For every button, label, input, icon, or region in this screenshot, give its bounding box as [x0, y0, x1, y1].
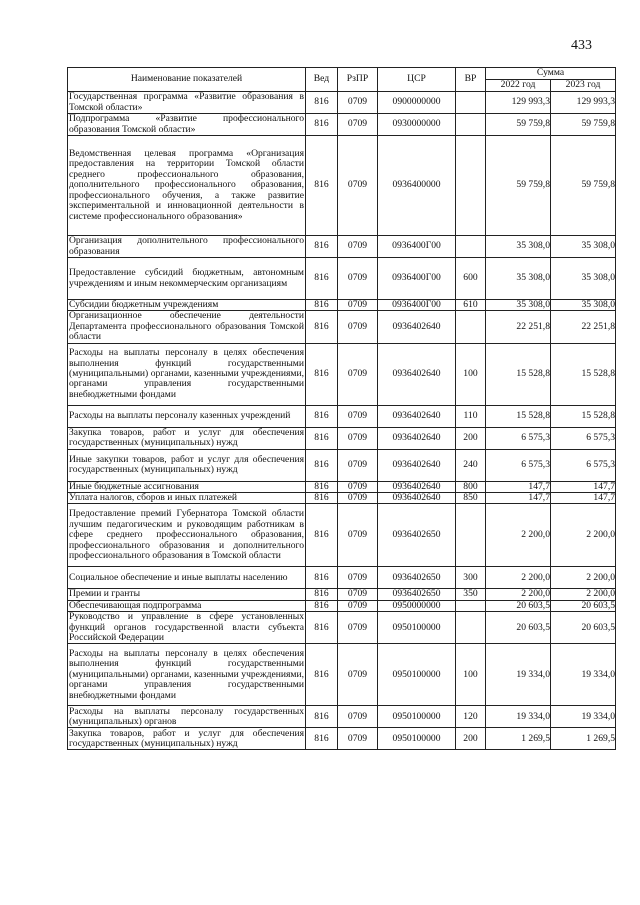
- table-row: [68, 405, 616, 427]
- row-name: Расходы на выплаты персоналу в целях обеспечения выполнения функций государственными (муниципальными) органами, казенными учреждениями, органами управления государственными внебюджетными фондами: [68, 343, 306, 405]
- row-rzpr: 0709: [338, 728, 378, 750]
- row-csr: 0936402650: [378, 504, 456, 567]
- row-value-2023: 59 759,8: [551, 114, 616, 136]
- row-rzpr: 0709: [338, 114, 378, 136]
- row-value-2023: 6 575,3: [551, 449, 616, 481]
- row-ved: 816: [306, 136, 338, 236]
- row-csr: 0936402640: [378, 427, 456, 449]
- row-csr: 0936400000: [378, 136, 456, 236]
- table-row: [68, 236, 616, 258]
- header-2022: 2022 год: [486, 80, 551, 92]
- header-csr: ЦСР: [378, 68, 456, 92]
- row-rzpr: 0709: [338, 405, 378, 427]
- table-row: [68, 136, 616, 236]
- row-rzpr: 0709: [338, 343, 378, 405]
- row-name: Организационное обеспечение деятельности Департамента профессионального образования Томской области: [69, 310, 304, 343]
- table-row: [68, 493, 616, 504]
- row-vr: 100: [456, 644, 486, 706]
- row-value-2023: 1 269,5: [551, 728, 616, 750]
- row-ved: 816: [306, 589, 338, 600]
- row-vr: [456, 114, 486, 136]
- row-rzpr: 0709: [338, 300, 378, 311]
- row-csr: 0936402640: [378, 493, 456, 504]
- row-value-2022: 20 603,5: [486, 612, 551, 644]
- row-ved: 816: [306, 504, 338, 567]
- row-vr: [456, 236, 486, 258]
- row-vr: 240: [456, 449, 486, 481]
- row-name: Закупка товаров, работ и услуг для обеспечения государственных (муниципальных) нужд: [69, 727, 304, 749]
- page-number: 433: [571, 38, 592, 53]
- row-rzpr: 0709: [338, 481, 378, 492]
- table-row: [68, 481, 616, 492]
- row-csr: 0950100000: [378, 706, 456, 728]
- row-rzpr: 0709: [338, 504, 378, 567]
- row-csr: 0936402640: [378, 449, 456, 481]
- row-value-2022: 129 993,3: [486, 92, 551, 114]
- row-value-2022: 6 575,3: [486, 427, 551, 449]
- row-ved: 816: [306, 481, 338, 492]
- row-name: Расходы на выплаты персоналу в целях обеспечения выполнения функций государственными (муниципальными) органами, казенными учреждениями, органами управления государственными внебюджетными фондами: [68, 644, 306, 706]
- row-rzpr: 0709: [338, 311, 378, 343]
- row-ved: 816: [306, 644, 338, 706]
- row-value-2022: 20 603,5: [486, 600, 551, 611]
- row-value-2023: 2 200,0: [551, 567, 616, 589]
- row-value-2022: 15 528,8: [486, 405, 551, 427]
- row-vr: [456, 92, 486, 114]
- table-row: [68, 311, 616, 343]
- row-value-2023: 19 334,0: [551, 706, 616, 728]
- row-rzpr: 0709: [338, 258, 378, 300]
- row-value-2022: 35 308,0: [486, 300, 551, 311]
- table-row: [68, 343, 616, 405]
- table-row: [68, 427, 616, 449]
- row-ved: 816: [306, 728, 338, 750]
- row-ved: 816: [306, 114, 338, 136]
- row-ved: 816: [306, 92, 338, 114]
- row-ved: 816: [306, 300, 338, 311]
- row-vr: 850: [456, 493, 486, 504]
- row-value-2023: 147,7: [551, 493, 616, 504]
- row-rzpr: 0709: [338, 92, 378, 114]
- row-rzpr: 0709: [338, 493, 378, 504]
- row-rzpr: 0709: [338, 236, 378, 258]
- row-vr: [456, 600, 486, 611]
- row-csr: 0950100000: [378, 728, 456, 750]
- row-ved: 816: [306, 405, 338, 427]
- row-value-2023: 20 603,5: [551, 600, 616, 611]
- row-name: Уплата налогов, сборов и иных платежей: [68, 493, 306, 504]
- row-value-2022: 2 200,0: [486, 567, 551, 589]
- header-2023: 2023 год: [551, 80, 616, 92]
- row-ved: 816: [306, 311, 338, 343]
- row-vr: 610: [456, 300, 486, 311]
- row-csr: 0936402640: [378, 405, 456, 427]
- row-value-2023: 15 528,8: [551, 343, 616, 405]
- row-csr: 0936400Г00: [378, 236, 456, 258]
- row-vr: 600: [456, 258, 486, 300]
- row-vr: 100: [456, 343, 486, 405]
- row-name: Расходы на выплаты персоналу государственных (муниципальных) органов: [69, 705, 304, 727]
- row-csr: 0936400Г00: [378, 300, 456, 311]
- row-name: Закупка товаров, работ и услуг для обеспечения государственных (муниципальных) нужд: [69, 426, 304, 449]
- table-row: [68, 567, 616, 589]
- row-vr: [456, 136, 486, 236]
- header-name: Наименование показателей: [68, 68, 306, 92]
- row-value-2022: 2 200,0: [486, 504, 551, 567]
- budget-table: [67, 67, 616, 750]
- row-value-2022: 2 200,0: [486, 589, 551, 600]
- row-rzpr: 0709: [338, 706, 378, 728]
- row-value-2023: 59 759,8: [551, 136, 616, 236]
- row-rzpr: 0709: [338, 612, 378, 644]
- row-name: Руководство и управление в сфере установленных функций органов государственной власти субъекта Российской Федерации: [69, 611, 304, 644]
- row-name: Подпрограмма «Развитие профессионального образования Томской области»: [69, 113, 304, 135]
- header-vr: ВР: [456, 68, 486, 92]
- row-value-2023: 147,7: [551, 481, 616, 492]
- row-vr: 110: [456, 405, 486, 427]
- row-csr: 0950000000: [378, 600, 456, 611]
- row-csr: 0950100000: [378, 612, 456, 644]
- row-rzpr: 0709: [338, 449, 378, 481]
- row-value-2022: 35 308,0: [486, 236, 551, 258]
- row-vr: [456, 504, 486, 567]
- row-name: Расходы на выплаты персоналу казенных учреждений: [68, 405, 306, 427]
- table-row: [68, 600, 616, 611]
- row-rzpr: 0709: [338, 136, 378, 236]
- row-ved: 816: [306, 567, 338, 589]
- table-row: [68, 504, 616, 567]
- row-vr: 120: [456, 706, 486, 728]
- row-vr: [456, 612, 486, 644]
- row-value-2022: 22 251,8: [486, 311, 551, 343]
- row-value-2023: 35 308,0: [551, 236, 616, 258]
- row-value-2022: 1 269,5: [486, 728, 551, 750]
- row-value-2023: 35 308,0: [551, 300, 616, 311]
- row-ved: 816: [306, 612, 338, 644]
- table-row: [68, 728, 616, 750]
- row-rzpr: 0709: [338, 567, 378, 589]
- row-csr: 0936402650: [378, 589, 456, 600]
- row-value-2022: 147,7: [486, 481, 551, 492]
- row-vr: [456, 311, 486, 343]
- row-value-2022: 59 759,8: [486, 136, 551, 236]
- row-rzpr: 0709: [338, 600, 378, 611]
- row-name: Социальное обеспечение и иные выплаты населению: [68, 567, 306, 589]
- row-vr: 200: [456, 427, 486, 449]
- row-ved: 816: [306, 258, 338, 300]
- header-sum: Сумма: [486, 68, 616, 80]
- row-value-2023: 22 251,8: [551, 311, 616, 343]
- row-csr: 0900000000: [378, 92, 456, 114]
- row-value-2022: 19 334,0: [486, 706, 551, 728]
- table-row: [68, 258, 616, 300]
- row-ved: 816: [306, 493, 338, 504]
- row-ved: 816: [306, 449, 338, 481]
- row-name: Предоставление субсидий бюджетным, автономным учреждениям и иным некоммерческим организациям: [68, 258, 306, 300]
- table-row: [68, 92, 616, 114]
- row-vr: 800: [456, 481, 486, 492]
- table-body: [68, 92, 616, 750]
- row-value-2023: 6 575,3: [551, 427, 616, 449]
- row-rzpr: 0709: [338, 427, 378, 449]
- row-value-2023: 19 334,0: [551, 644, 616, 706]
- row-csr: 0936402650: [378, 567, 456, 589]
- row-value-2022: 6 575,3: [486, 449, 551, 481]
- row-csr: 0950100000: [378, 644, 456, 706]
- row-value-2023: 2 200,0: [551, 504, 616, 567]
- row-value-2023: 35 308,0: [551, 258, 616, 300]
- row-name: Субсидии бюджетным учреждениям: [68, 300, 306, 311]
- row-vr: 300: [456, 567, 486, 589]
- row-name: Организация дополнительного профессионального образования: [69, 235, 304, 257]
- row-csr: 0936400Г00: [378, 258, 456, 300]
- row-vr: 350: [456, 589, 486, 600]
- header-ved: Вед: [306, 68, 338, 92]
- row-vr: 200: [456, 728, 486, 750]
- row-name: Предоставление премий Губернатора Томской области лучшим педагогическим и руководящим работникам в сфере среднего профессионального образования, профессионального образования и дополнительного профессионального образования в Томской области: [68, 504, 306, 567]
- table-row: [68, 612, 616, 644]
- row-name: Премии и гранты: [68, 589, 306, 600]
- row-value-2022: 59 759,8: [486, 114, 551, 136]
- row-ved: 816: [306, 706, 338, 728]
- row-value-2023: 129 993,3: [551, 92, 616, 114]
- table-row: [68, 706, 616, 728]
- row-name: Иные закупки товаров, работ и услуг для обеспечения государственных (муниципальных) нужд: [68, 449, 306, 481]
- row-csr: 0936402640: [378, 343, 456, 405]
- table-row: [68, 449, 616, 481]
- header-rzpr: РзПР: [338, 68, 378, 92]
- table-row: [68, 114, 616, 136]
- row-name: Ведомственная целевая программа «Организация предоставления на территории Томской области среднего профессионального образования, дополнительного профессионального образования, профессионального обучения, а также развитие экспериментальной и инновационной деятельности в системе профессионального образования»: [68, 136, 306, 236]
- row-csr: 0936402640: [378, 311, 456, 343]
- row-ved: 816: [306, 343, 338, 405]
- row-csr: 0936402640: [378, 481, 456, 492]
- row-value-2022: 19 334,0: [486, 644, 551, 706]
- row-rzpr: 0709: [338, 644, 378, 706]
- row-name: Государственная программа «Развитие образования в Томской области»: [69, 91, 304, 113]
- row-value-2023: 20 603,5: [551, 612, 616, 644]
- row-value-2023: 2 200,0: [551, 589, 616, 600]
- row-ved: 816: [306, 236, 338, 258]
- row-value-2022: 147,7: [486, 493, 551, 504]
- row-csr: 0930000000: [378, 114, 456, 136]
- row-ved: 816: [306, 600, 338, 611]
- table-row: [68, 300, 616, 311]
- row-rzpr: 0709: [338, 589, 378, 600]
- row-name: Обеспечивающая подпрограмма: [68, 600, 306, 611]
- row-value-2023: 15 528,8: [551, 405, 616, 427]
- row-value-2022: 15 528,8: [486, 343, 551, 405]
- table-row: [68, 644, 616, 706]
- table-row: [68, 589, 616, 600]
- row-value-2022: 35 308,0: [486, 258, 551, 300]
- row-ved: 816: [306, 427, 338, 449]
- row-name: Иные бюджетные ассигнования: [68, 481, 306, 492]
